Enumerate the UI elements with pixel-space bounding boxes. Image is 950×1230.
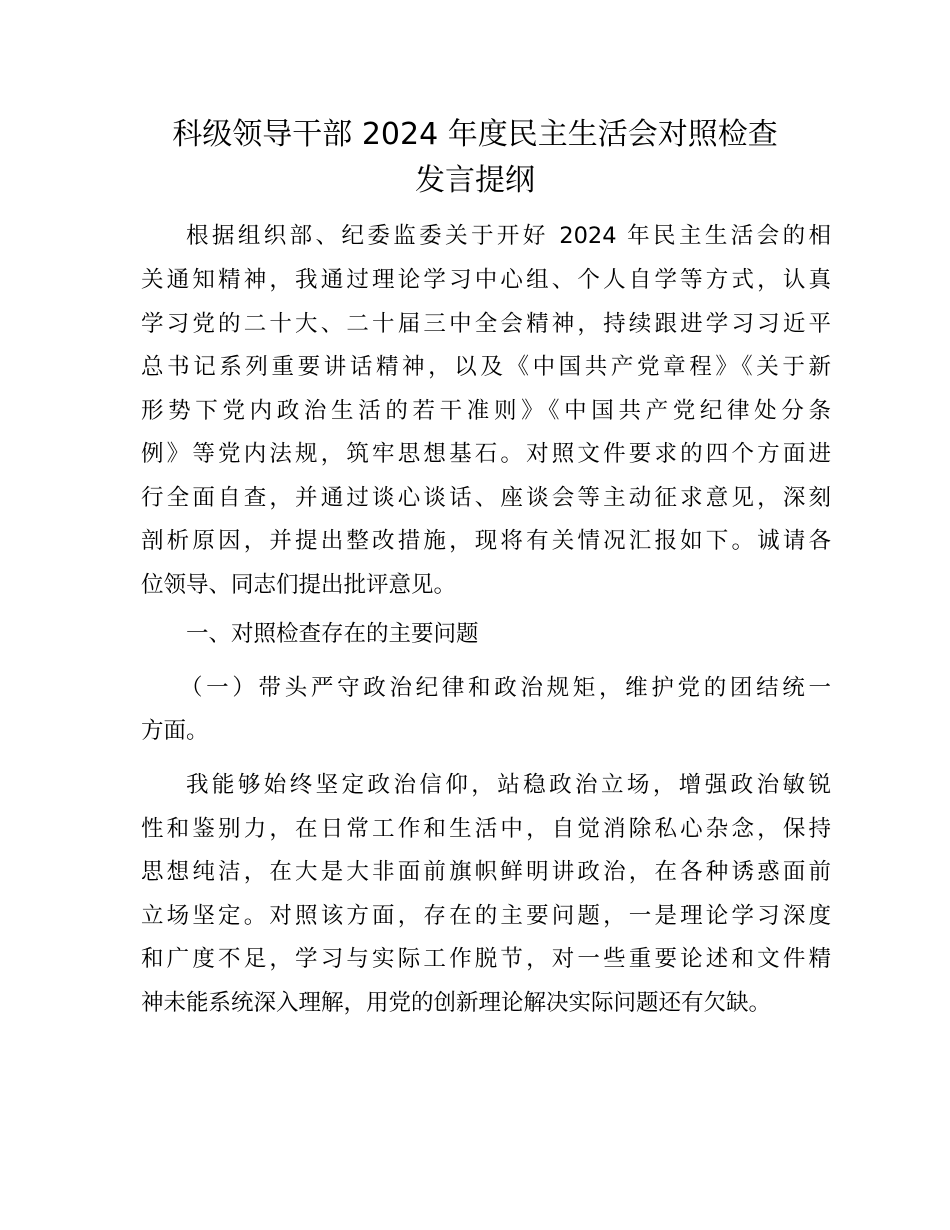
intro-paragraph-line: 根据组织部、纪委监委关于开好 2024 年民主生活会的相 — [186, 223, 831, 249]
subsection-heading-line: （一）带头严守政治纪律和政治规矩，维护党的团结统一 — [180, 675, 831, 701]
document-title-line-2: 发言提纲 — [415, 163, 535, 198]
intro-paragraph-line: 行全面自查，并通过谈心谈话、座谈会等主动征求意见，深刻 — [141, 485, 831, 511]
body-paragraph-line: 神未能系统深入理解，用党的创新理论解决实际问题还有欠缺。 — [141, 990, 772, 1016]
intro-paragraph-line: 位领导、同志们提出批评意见。 — [141, 572, 457, 598]
body-paragraph-line: 性和鉴别力，在日常工作和生活中，自觉消除私心杂念，保持 — [141, 816, 831, 842]
body-paragraph-line: 和广度不足，学习与实际工作脱节，对一些重要论述和文件精 — [141, 946, 831, 972]
body-paragraph-line: 立场坚定。对照该方面，存在的主要问题，一是理论学习深度 — [141, 903, 831, 929]
subsection-heading-line: 方面。 — [141, 718, 209, 744]
intro-paragraph-line: 总书记系列重要讲话精神，以及《中国共产党章程》《关于新 — [141, 354, 831, 380]
intro-paragraph-line: 例》等党内法规，筑牢思想基石。对照文件要求的四个方面进 — [141, 441, 831, 467]
intro-paragraph-line: 学习党的二十大、二十届三中全会精神，持续跟进学习习近平 — [141, 311, 831, 337]
intro-paragraph-line: 关通知精神，我通过理论学习中心组、个人自学等方式，认真 — [141, 267, 831, 293]
document-title-line-1: 科级领导干部 2024 年度民主生活会对照检查 — [172, 117, 778, 152]
section-heading: 一、对照检查存在的主要问题 — [186, 621, 479, 647]
intro-paragraph-line: 剖析原因，并提出整改措施，现将有关情况汇报如下。诚请各 — [141, 528, 831, 554]
body-paragraph-line: 我能够始终坚定政治信仰，站稳政治立场，增强政治敏锐 — [186, 772, 831, 798]
intro-paragraph-line: 形势下党内政治生活的若干准则》《中国共产党纪律处分条 — [141, 398, 831, 424]
body-paragraph-line: 思想纯洁，在大是大非面前旗帜鲜明讲政治，在各种诱惑面前 — [141, 859, 831, 885]
